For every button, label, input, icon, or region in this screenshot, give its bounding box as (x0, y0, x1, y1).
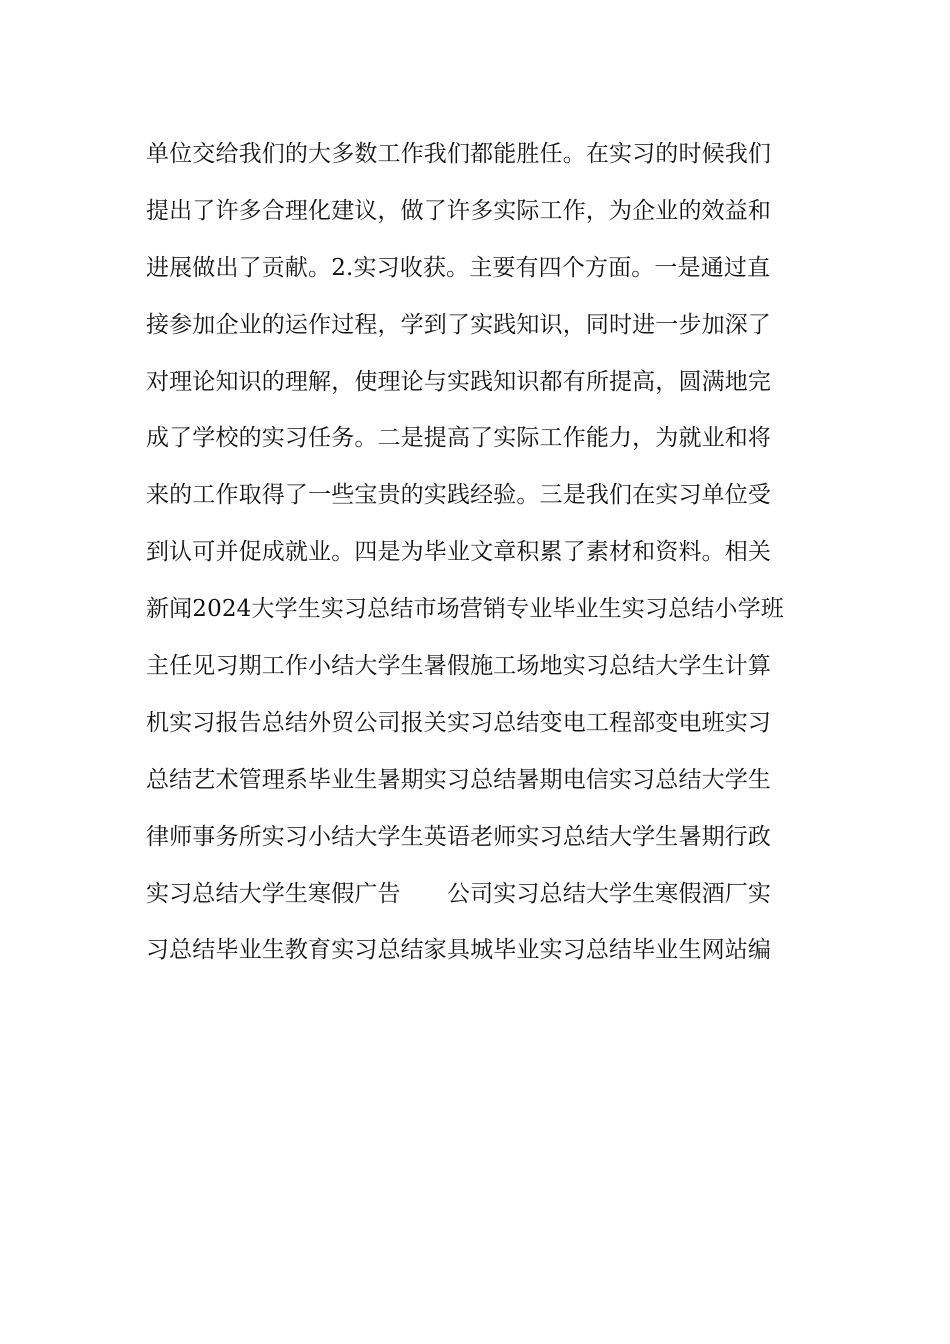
text-line-5: 对理论知识的理解，使理论与实践知识都有所提高，圆满地完 (146, 368, 772, 395)
text-line-12: 总结艺术管理系毕业生暑期实习总结暑期电信实习总结大学生 (146, 766, 772, 793)
text-line-13: 律师事务所实习小结大学生英语老师实习总结大学生暑期行政 (146, 823, 772, 850)
text-line-11: 机实习报告总结外贸公司报关实习总结变电工程部变电班实习 (146, 709, 772, 736)
text-line-1: 单位交给我们的大多数工作我们都能胜任。在实习的时候我们 (146, 141, 772, 167)
text-line-6: 成了学校的实习任务。二是提高了实际工作能力，为就业和将 (146, 425, 772, 452)
text-line-8: 到认可并促成就业。四是为毕业文章积累了素材和资料。相关 (146, 539, 772, 566)
text-line-2: 提出了许多合理化建议，做了许多实际工作，为企业的效益和 (146, 197, 772, 224)
text-line-7: 来的工作取得了一些宝贵的实践经验。三是我们在实习单位受 (146, 482, 772, 509)
text-line-4: 接参加企业的运作过程，学到了实践知识，同时进一步加深了 (146, 311, 772, 338)
text-line-3: 进展做出了贡献。2.实习收获。主要有四个方面。一是通过直 (146, 254, 771, 281)
text-line-9: 新闻2024大学生实习总结市场营销专业毕业生实习总结小学班 (146, 596, 784, 623)
text-line-10: 主任见习期工作小结大学生暑假施工场地实习总结大学生计算 (146, 653, 772, 680)
body-text (146, 126, 816, 979)
text-line-15: 习总结毕业生教育实习总结家具城毕业实习总结毕业生网站编 (146, 937, 772, 964)
text-line-14: 实习总结大学生寒假广告 公司实习总结大学生寒假酒厂实 (146, 880, 772, 907)
